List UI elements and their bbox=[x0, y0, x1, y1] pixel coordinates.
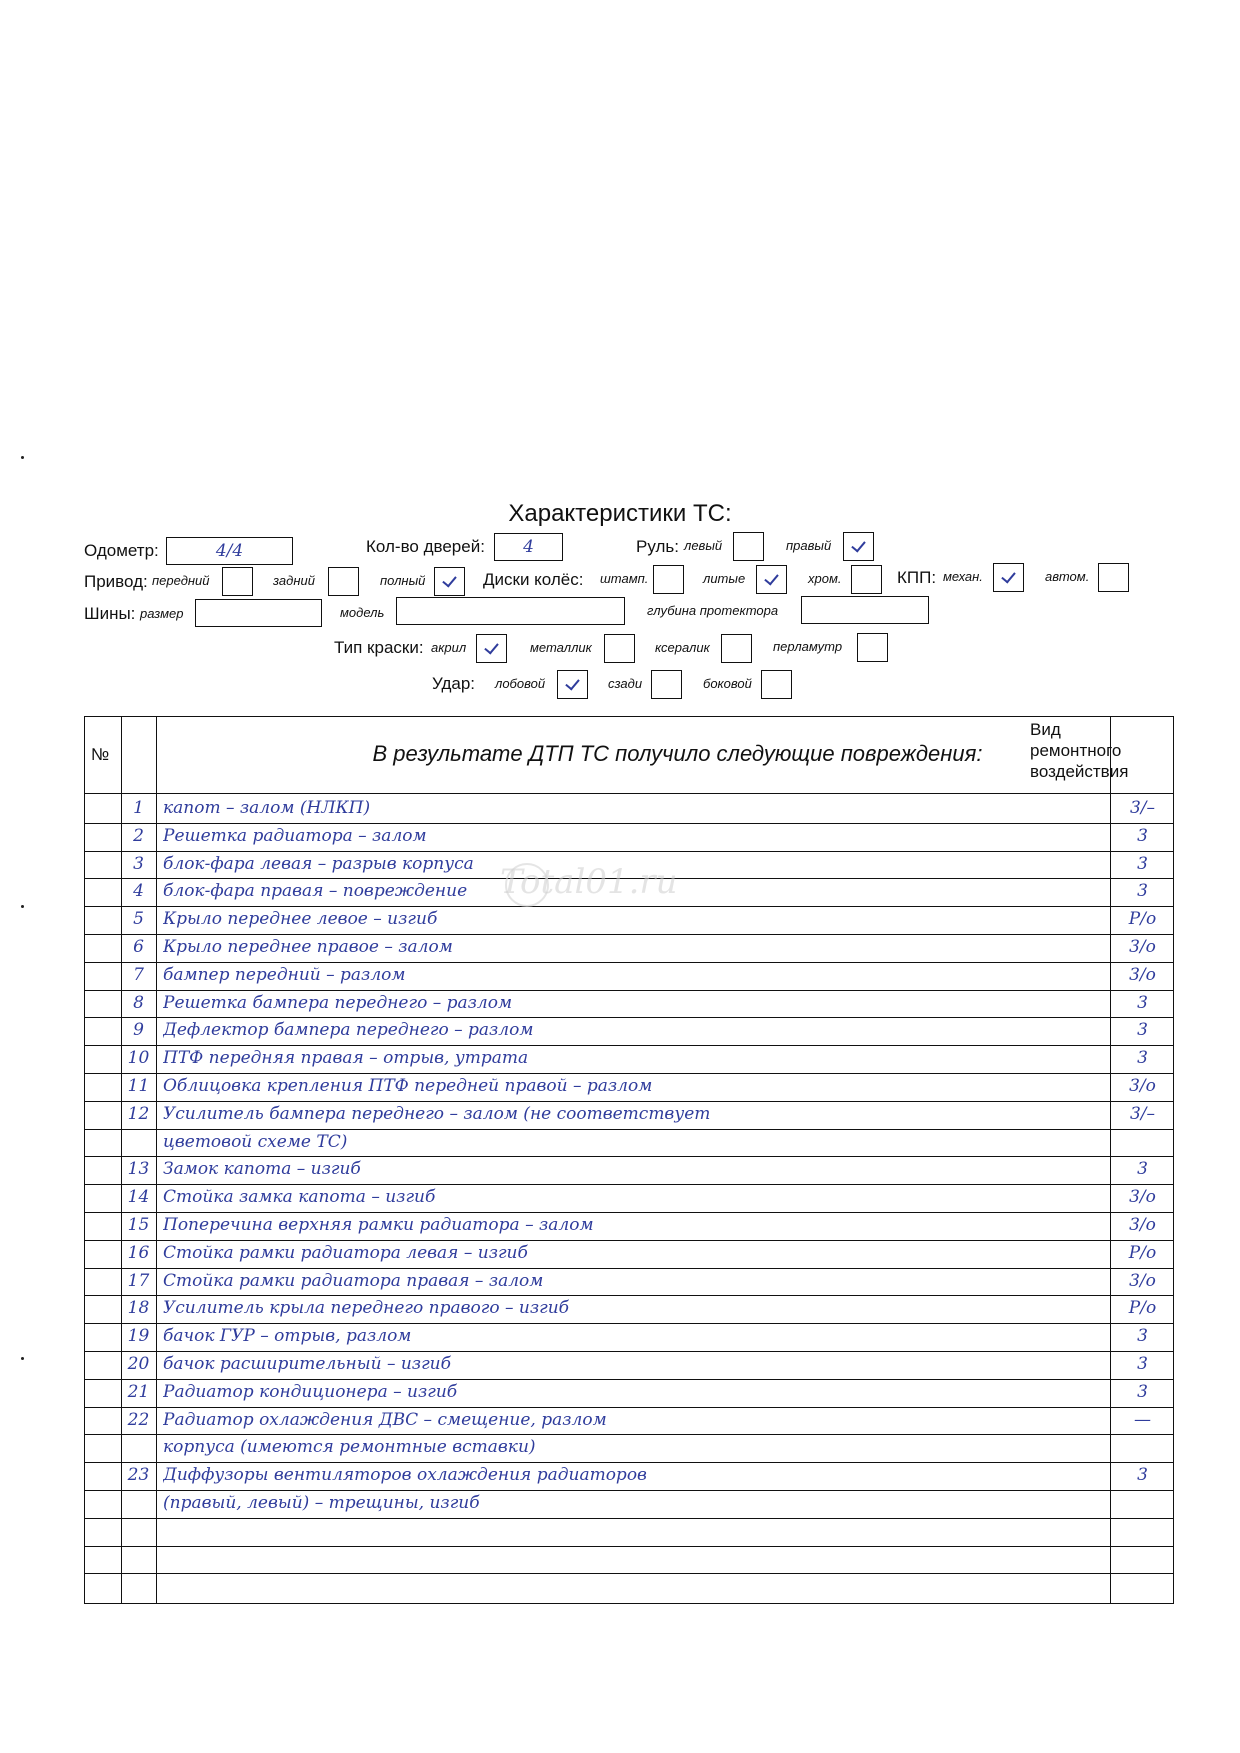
discs-alloy-label: литые bbox=[703, 571, 746, 586]
row-divider bbox=[85, 1240, 1173, 1241]
impact-front-label: лобовой bbox=[495, 676, 546, 691]
row-divider bbox=[85, 1351, 1173, 1352]
row-divider bbox=[85, 934, 1173, 935]
check-mark-icon bbox=[1001, 568, 1015, 583]
discs-stamped-label: штамп. bbox=[600, 571, 649, 586]
row-number: 22 bbox=[127, 1409, 150, 1430]
tires-size-label: размер bbox=[140, 606, 184, 621]
row-number: 8 bbox=[133, 992, 144, 1013]
row-divider bbox=[85, 1490, 1173, 1491]
column-header-number: № bbox=[91, 745, 110, 764]
row-divider bbox=[85, 1184, 1173, 1185]
damage-description: Облицовка крепления ПТФ передней правой – разлом bbox=[163, 1076, 653, 1096]
row-number: 18 bbox=[127, 1298, 150, 1319]
column-header-repair-type bbox=[1030, 719, 1128, 782]
column-header-repair-type-line: воздействия bbox=[1030, 762, 1129, 781]
wheel-right-label: правый bbox=[786, 538, 832, 553]
repair-type: 3/о bbox=[1129, 1187, 1156, 1208]
repair-type: — bbox=[1134, 1409, 1151, 1430]
column-header-damages: В результате ДТП ТС получило следующие повреждения: bbox=[372, 741, 983, 766]
tires-depth-field[interactable] bbox=[801, 596, 929, 624]
row-divider bbox=[85, 1546, 1173, 1547]
repair-type: 3 bbox=[1137, 1326, 1148, 1347]
row-number: 14 bbox=[127, 1187, 150, 1208]
odometer-value: 4/4 bbox=[215, 541, 244, 561]
impact-front-checkbox[interactable] bbox=[557, 670, 588, 699]
row-divider bbox=[85, 1407, 1173, 1408]
row-number: 20 bbox=[127, 1354, 150, 1374]
scan-dot bbox=[21, 1357, 24, 1360]
check-mark-icon bbox=[442, 572, 456, 587]
damage-description: Стойка рамки радиатора правая – залом bbox=[163, 1270, 544, 1291]
row-number: 11 bbox=[127, 1076, 150, 1096]
row-divider bbox=[85, 1573, 1173, 1574]
doors-label: Кол-во дверей: bbox=[366, 537, 485, 556]
row-number: 23 bbox=[127, 1465, 150, 1486]
paint-xirallic-checkbox[interactable] bbox=[721, 634, 752, 663]
repair-type: 3 bbox=[1137, 1465, 1148, 1486]
row-number: 12 bbox=[127, 1103, 150, 1124]
row-number: 9 bbox=[133, 1020, 144, 1041]
tires-model-label: модель bbox=[340, 605, 385, 620]
repair-type: 3/– bbox=[1129, 798, 1156, 818]
row-divider bbox=[85, 1518, 1173, 1519]
row-number: 5 bbox=[133, 909, 144, 930]
repair-type: 3 bbox=[1137, 881, 1148, 902]
damage-description: Усилитель бампера переднего – залом (не соответствует bbox=[163, 1103, 711, 1124]
repair-type: 3/о bbox=[1129, 964, 1156, 985]
repair-type: 3 bbox=[1137, 1159, 1148, 1180]
row-divider bbox=[85, 1379, 1173, 1380]
paint-xirallic-label: ксералик bbox=[655, 640, 710, 655]
row-number: 17 bbox=[127, 1270, 150, 1291]
paint-acryl-label: акрил bbox=[431, 640, 467, 655]
row-divider bbox=[85, 1129, 1173, 1130]
row-number: 4 bbox=[133, 881, 144, 902]
damage-description: Радиатор кондиционера – изгиб bbox=[163, 1381, 458, 1402]
damages-table bbox=[84, 716, 1174, 1604]
impact-label: Удар: bbox=[432, 674, 476, 693]
gearbox-auto-label: автом. bbox=[1045, 569, 1090, 584]
check-mark-icon bbox=[851, 537, 865, 552]
tires-size-field[interactable] bbox=[195, 599, 322, 627]
row-number: 2 bbox=[133, 825, 144, 846]
row-divider bbox=[85, 906, 1173, 907]
wheel-label: Руль: bbox=[636, 537, 679, 556]
repair-type: 3 bbox=[1137, 1020, 1148, 1041]
wheel-left-checkbox[interactable] bbox=[733, 532, 764, 561]
drive-label: Привод: bbox=[84, 572, 148, 591]
odometer-field[interactable] bbox=[166, 537, 293, 565]
damage-description: Стойка рамки радиатора левая – изгиб bbox=[163, 1242, 528, 1263]
gearbox-manual-checkbox[interactable] bbox=[993, 563, 1024, 592]
damage-description: бачок расширительный – изгиб bbox=[163, 1354, 451, 1374]
repair-type: Р/о bbox=[1128, 1242, 1157, 1263]
drive-full-checkbox[interactable] bbox=[434, 567, 465, 596]
page-title: Характеристики ТС: bbox=[508, 500, 732, 527]
row-divider bbox=[85, 851, 1173, 852]
watermark-text: Total01.ru bbox=[500, 862, 678, 902]
repair-type: 3/– bbox=[1129, 1103, 1156, 1124]
damage-description: ПТФ передняя правая – отрыв, утрата bbox=[163, 1048, 529, 1069]
damage-description: Крыло переднее правое – залом bbox=[163, 937, 453, 957]
row-divider bbox=[85, 1017, 1173, 1018]
discs-label: Диски колёс: bbox=[483, 570, 584, 589]
impact-side-label: боковой bbox=[703, 676, 752, 691]
repair-type: 3 bbox=[1137, 1381, 1148, 1402]
impact-side-checkbox[interactable] bbox=[761, 670, 792, 699]
row-number: 6 bbox=[133, 937, 144, 957]
doors-value: 4 bbox=[523, 537, 534, 557]
damage-description: бачок ГУР – отрыв, разлом bbox=[163, 1326, 412, 1347]
damage-description: блок-фара левая – разрыв корпуса bbox=[163, 853, 474, 874]
damage-description: Усилитель крыла переднего правого – изгиб bbox=[163, 1298, 570, 1319]
row-number: 21 bbox=[127, 1381, 150, 1402]
row-divider bbox=[85, 1045, 1173, 1046]
repair-type: Р/о bbox=[1128, 1298, 1157, 1319]
repair-type: 3/о bbox=[1129, 937, 1156, 957]
drive-rear-label: задний bbox=[273, 573, 315, 588]
header-divider bbox=[85, 793, 1173, 794]
damage-description: Стойка замка капота – изгиб bbox=[163, 1187, 436, 1208]
damage-description: Диффузоры вентиляторов охлаждения радиаторов bbox=[163, 1465, 647, 1486]
repair-type: 3/о bbox=[1129, 1076, 1156, 1096]
row-divider bbox=[85, 962, 1173, 963]
drive-front-checkbox[interactable] bbox=[222, 567, 253, 596]
damage-description: Решетка бампера переднего – разлом bbox=[163, 992, 513, 1013]
paint-metallic-label: металлик bbox=[530, 640, 592, 655]
row-divider bbox=[85, 1295, 1173, 1296]
row-number: 3 bbox=[133, 853, 144, 874]
discs-chrome-label: хром. bbox=[808, 571, 842, 586]
row-divider bbox=[85, 1101, 1173, 1102]
check-mark-icon bbox=[565, 675, 579, 690]
damage-description: Замок капота – изгиб bbox=[163, 1159, 361, 1180]
row-divider bbox=[85, 1323, 1173, 1324]
drive-rear-checkbox[interactable] bbox=[328, 567, 359, 596]
row-number: 13 bbox=[127, 1159, 150, 1180]
damage-description: капот – залом (НЛКП) bbox=[163, 798, 371, 818]
paint-metallic-checkbox[interactable] bbox=[604, 634, 635, 663]
paint-label: Тип краски: bbox=[334, 638, 424, 657]
row-number: 7 bbox=[133, 964, 144, 985]
scan-dot bbox=[21, 905, 24, 908]
repair-type: 3 bbox=[1137, 1354, 1148, 1374]
paint-acryl-checkbox[interactable] bbox=[476, 634, 507, 663]
impact-rear-checkbox[interactable] bbox=[651, 670, 682, 699]
row-divider bbox=[85, 1073, 1173, 1074]
damage-description: Радиатор охлаждения ДВС – смещение, разлом bbox=[163, 1409, 607, 1430]
row-divider bbox=[85, 1462, 1173, 1463]
row-number: 10 bbox=[127, 1048, 150, 1069]
gearbox-auto-checkbox[interactable] bbox=[1098, 563, 1129, 592]
drive-full-label: полный bbox=[380, 573, 426, 588]
row-divider bbox=[85, 823, 1173, 824]
repair-type: 3/о bbox=[1129, 1215, 1156, 1235]
repair-type: 3 bbox=[1137, 853, 1148, 874]
damage-description: цветовой схеме ТС) bbox=[163, 1131, 348, 1152]
discs-alloy-checkbox[interactable] bbox=[756, 565, 787, 594]
discs-stamped-checkbox[interactable] bbox=[653, 565, 684, 594]
odometer-label: Одометр: bbox=[84, 541, 159, 560]
damage-description: корпуса (имеются ремонтные вставки) bbox=[163, 1437, 536, 1458]
damage-description: бампер передний – разлом bbox=[163, 964, 406, 985]
repair-type: 3 bbox=[1137, 1048, 1148, 1069]
check-mark-icon bbox=[484, 639, 498, 654]
tires-depth-label: глубина протектора bbox=[647, 603, 779, 618]
wheel-right-checkbox[interactable] bbox=[843, 532, 874, 561]
doors-field[interactable] bbox=[494, 533, 563, 561]
wheel-left-label: левый bbox=[684, 538, 723, 553]
repair-type: 3/о bbox=[1129, 1270, 1156, 1291]
damage-description: Поперечина верхняя рамки радиатора – залом bbox=[163, 1215, 594, 1235]
row-divider bbox=[85, 990, 1173, 991]
row-divider bbox=[85, 1156, 1173, 1157]
row-number: 1 bbox=[133, 798, 144, 818]
check-mark-icon bbox=[764, 570, 778, 585]
impact-rear-label: сзади bbox=[608, 676, 643, 691]
damage-description: (правый, левый) – трещины, изгиб bbox=[163, 1493, 480, 1513]
repair-type: 3 bbox=[1137, 825, 1148, 846]
paint-pearl-checkbox[interactable] bbox=[857, 633, 888, 662]
row-divider bbox=[85, 1268, 1173, 1269]
paint-pearl-label: перламутр bbox=[773, 639, 843, 654]
gearbox-label: КПП: bbox=[897, 568, 937, 587]
tires-model-field[interactable] bbox=[396, 597, 625, 625]
column-header-repair-type-line: Вид bbox=[1030, 720, 1061, 739]
gearbox-manual-label: механ. bbox=[943, 569, 983, 584]
scan-dot bbox=[21, 456, 24, 459]
row-divider bbox=[85, 1212, 1173, 1213]
column-header-repair-type-line: ремонтного bbox=[1030, 741, 1122, 760]
row-divider bbox=[85, 1434, 1173, 1435]
discs-chrome-checkbox[interactable] bbox=[851, 565, 882, 594]
row-number: 16 bbox=[127, 1242, 150, 1263]
row-number: 19 bbox=[127, 1326, 150, 1347]
drive-front-label: передний bbox=[152, 573, 210, 588]
tires-label: Шины: bbox=[84, 604, 136, 623]
damage-description: блок-фара правая – повреждение bbox=[163, 881, 468, 902]
damage-description: Крыло переднее левое – изгиб bbox=[163, 909, 438, 930]
repair-type: Р/о bbox=[1128, 909, 1157, 930]
damage-description: Дефлектор бампера переднего – разлом bbox=[163, 1020, 534, 1041]
row-number: 15 bbox=[127, 1215, 150, 1235]
repair-type: 3 bbox=[1137, 992, 1148, 1013]
damage-description: Решетка радиатора – залом bbox=[163, 825, 427, 846]
